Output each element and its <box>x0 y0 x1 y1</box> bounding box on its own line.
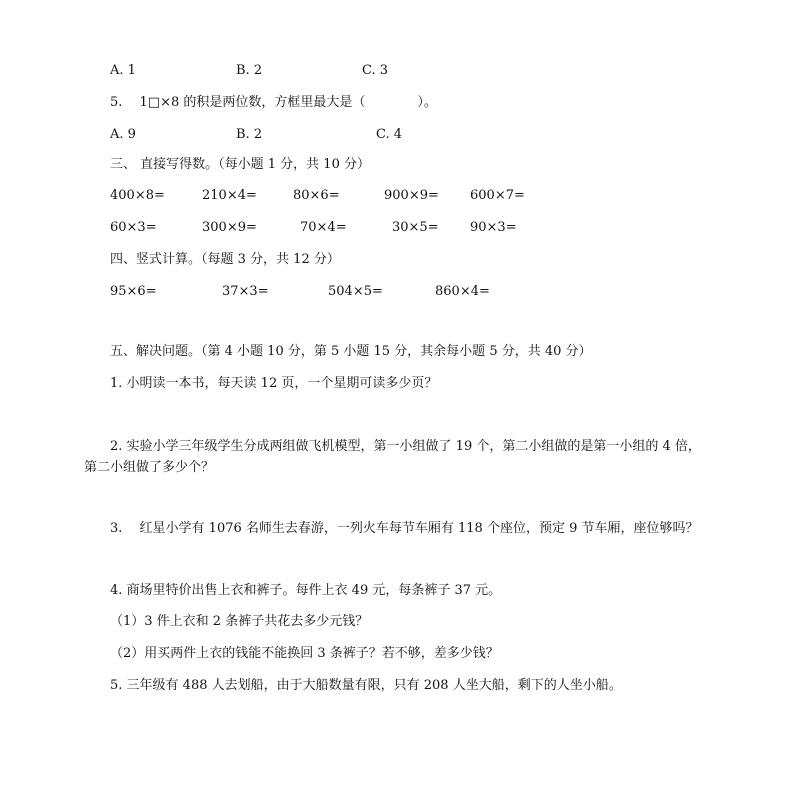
calc-item: 80×6= <box>293 188 340 203</box>
problem-3: 3. 红星小学有 1076 名师生去春游，一列火车每节车厢有 118 个座位，预定 9 节车厢，座位够吗？ <box>110 521 699 536</box>
calc-item: 600×7= <box>470 188 525 203</box>
vertical-calc-item: 95×6= <box>110 284 157 299</box>
calc-item: 90×3= <box>470 220 517 235</box>
calc-item: 210×4= <box>202 188 257 203</box>
q4-option-c: C. 3 <box>362 63 389 78</box>
q4-option-b: B. 2 <box>236 63 263 78</box>
vertical-calc-item: 37×3= <box>222 284 269 299</box>
vertical-calc-item: 860×4= <box>435 284 490 299</box>
calc-item: 60×3= <box>110 220 157 235</box>
problem-2-line-2: 第二小组做了多少个？ <box>84 460 215 475</box>
q5-option-c: C. 4 <box>376 127 403 142</box>
problem-1: 1. 小明读一本书，每天读 12 页，一个星期可读多少页？ <box>110 376 438 391</box>
calc-item: 300×9= <box>202 220 257 235</box>
section4-heading: 四、竖式计算。（每题 3 分，共 12 分） <box>110 252 340 267</box>
vertical-calc-item: 504×5= <box>328 284 383 299</box>
problem-4-sub-1: （1）3 件上衣和 2 条裤子共花去多少元钱？ <box>110 614 369 629</box>
problem-4: 4. 商场里特价出售上衣和裤子。每件上衣 49 元，每条裤子 37 元。 <box>110 583 502 598</box>
q5-option-b: B. 2 <box>236 127 263 142</box>
calc-item: 70×4= <box>300 220 347 235</box>
calc-item: 30×5= <box>392 220 439 235</box>
problem-4-sub-2: （2）用买两件上衣的钱能不能换回 3 条裤子？若不够，差多少钱？ <box>110 646 499 661</box>
section5-heading: 五、解决问题。（第 4 小题 10 分，第 5 小题 15 分，其余每小题 5 分，共 40 分） <box>110 344 592 359</box>
q4-option-a: A. 1 <box>110 63 136 78</box>
q5-option-a: A. 9 <box>110 127 136 142</box>
section3-heading: 三、 直接写得数。（每小题 1 分，共 10 分） <box>110 157 370 172</box>
calc-item: 900×9= <box>384 188 439 203</box>
q5-stem: 5. 1□×8 的积是两位数，方框里最大是（ ）。 <box>110 95 437 110</box>
problem-2-line-1: 2. 实验小学三年级学生分成两组做飞机模型，第一小组做了 19 个，第二小组做的是第一小组的 4 倍， <box>110 439 701 454</box>
calc-item: 400×8= <box>110 188 165 203</box>
problem-5: 5. 三年级有 488 人去划船，由于大船数量有限，只有 208 人坐大船，剩下的人坐小船。 <box>110 678 622 693</box>
